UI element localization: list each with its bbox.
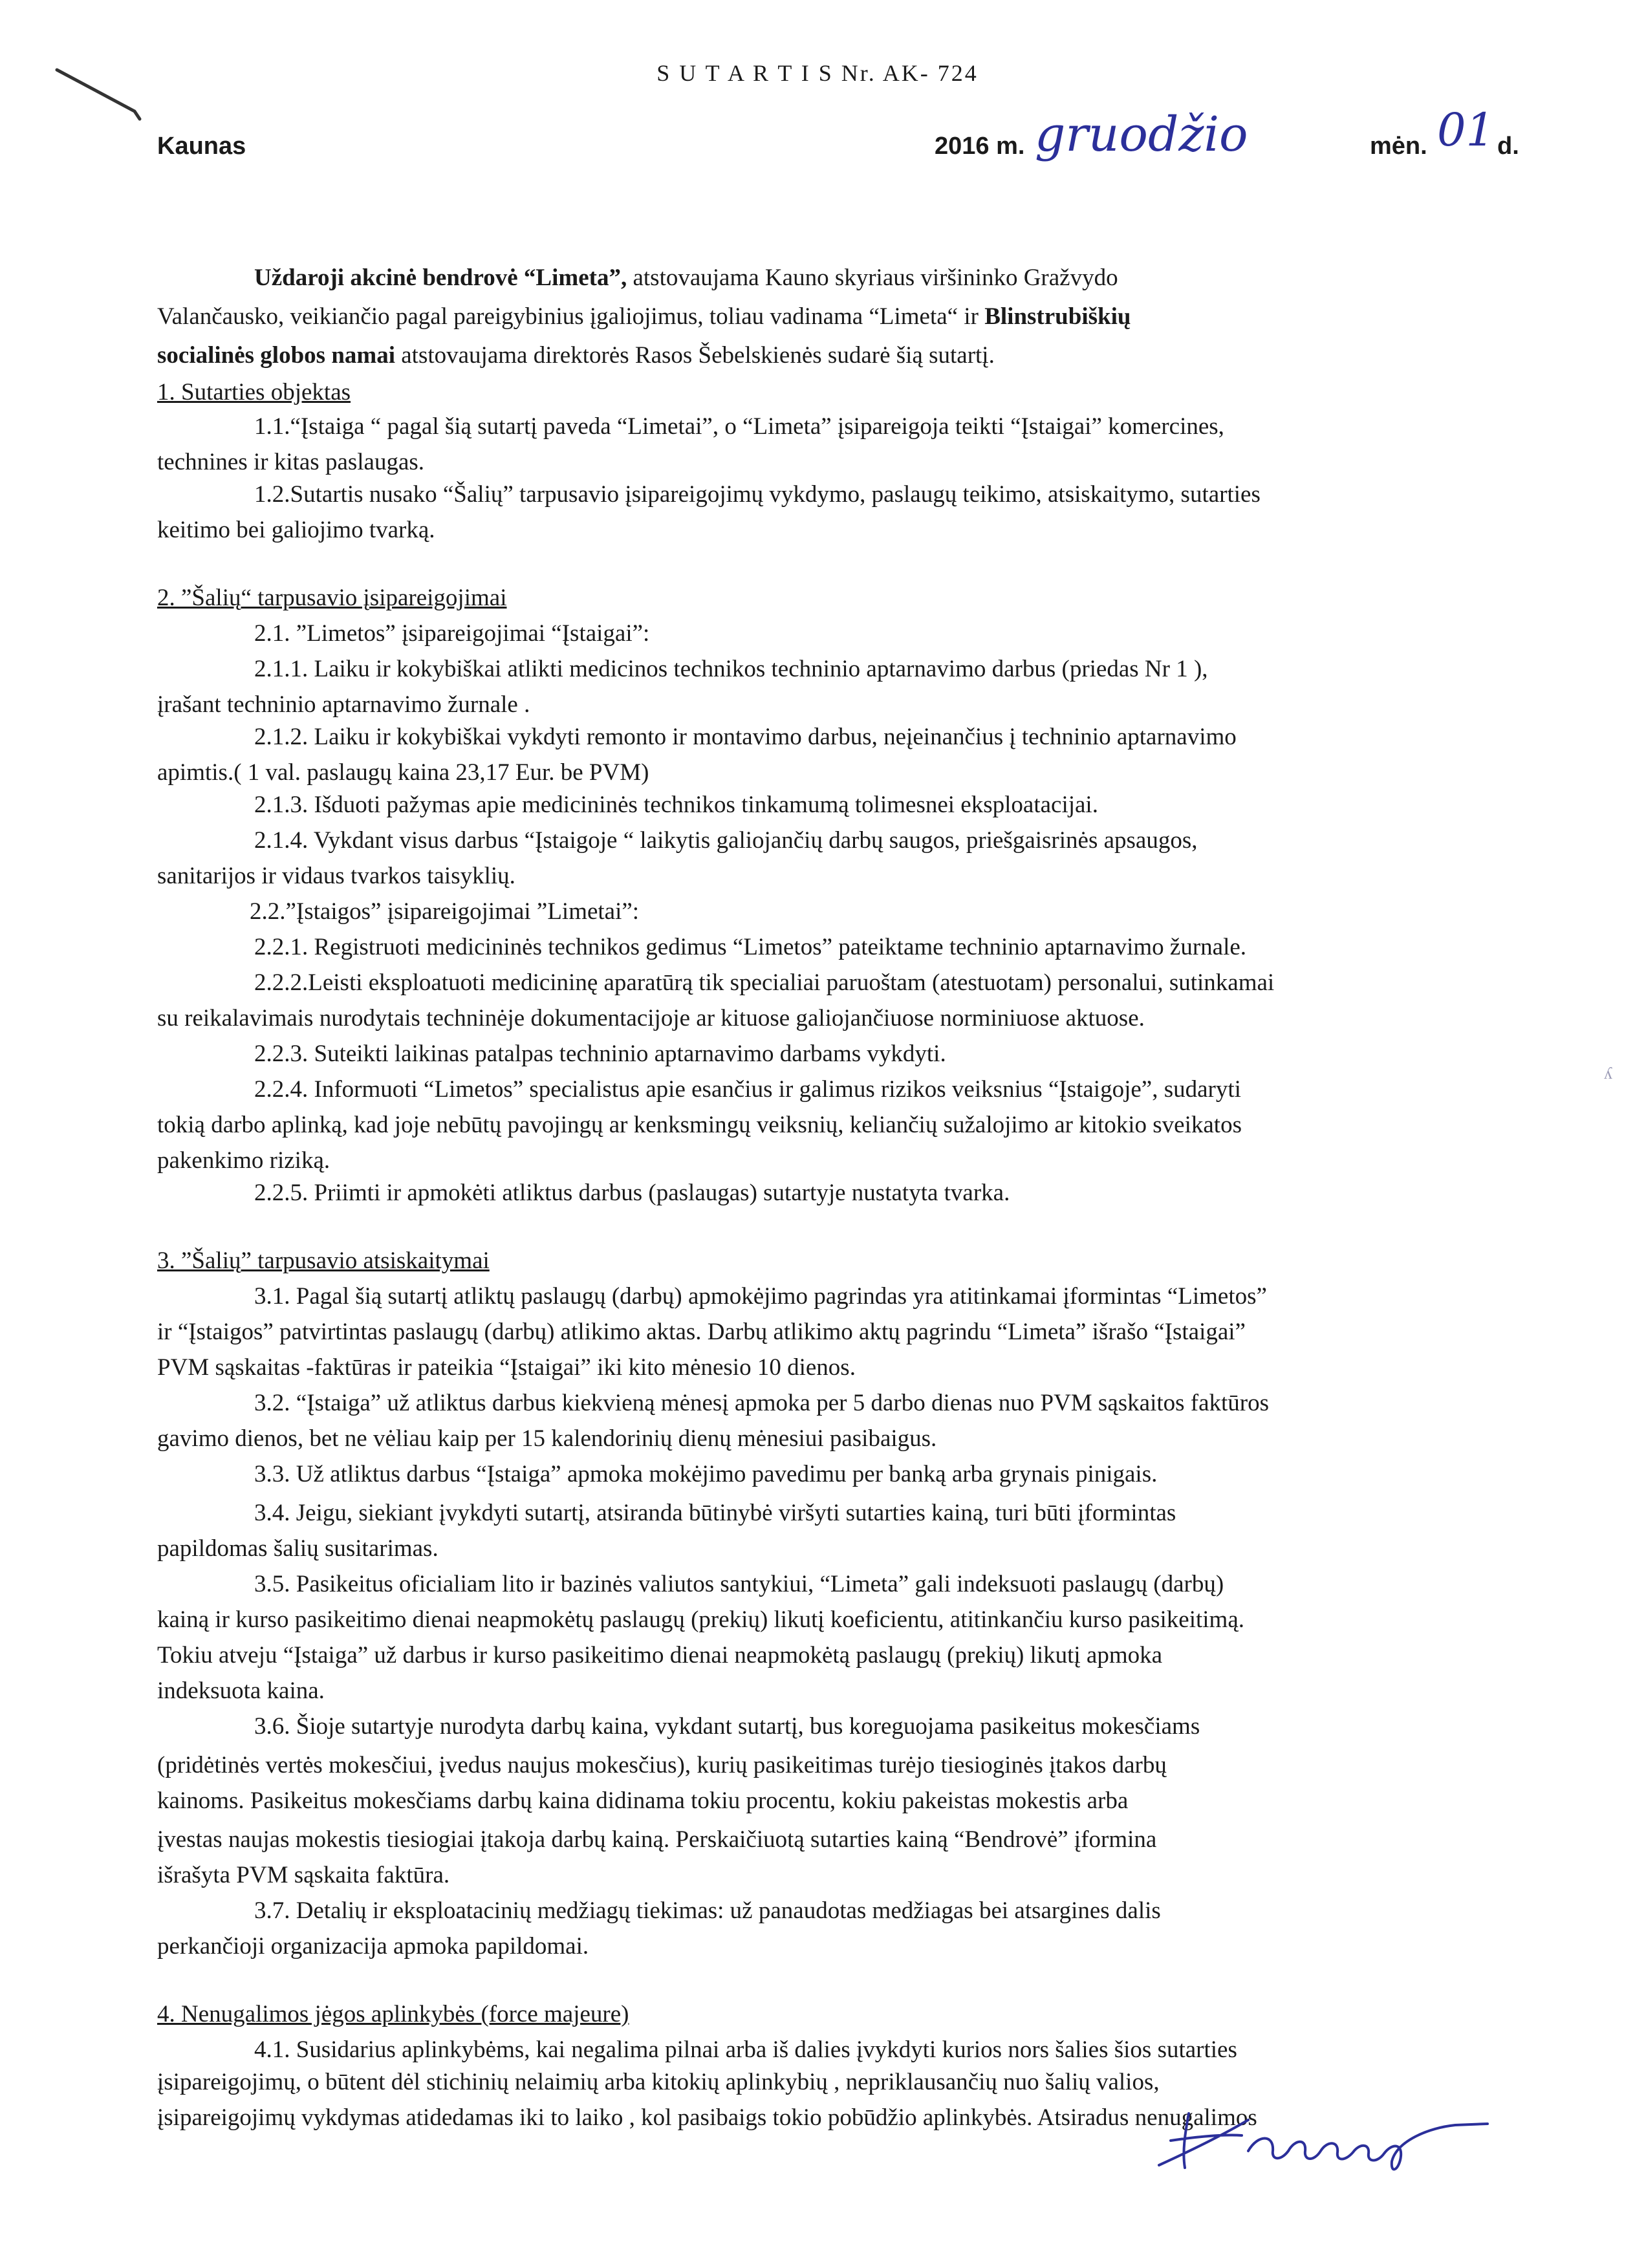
clause-line: 2.2.2.Leisti eksploatuoti medicininę aparatūrą tik specialiai paruoštam (atestuotam) personalui, sutinkamai [254,969,1275,996]
clause-line: sanitarijos ir vidaus tvarkos taisyklių. [157,863,515,889]
intro-line-3: socialinės globos namai atstovaujama direktorės Rasos Šebelskienės sudarė šią sutartį. [157,342,995,369]
clause-line: 1.1.“Įstaiga “ pagal šią sutartį paveda “Limetai”, o “Limeta” įsipareigoja teikti “Įstaigai” komercines, [254,413,1224,440]
clause-line: kainoms. Pasikeitus mokesčiams darbų kaina didinama tokiu procentu, kokiu pakeistas mokestis arba [157,1787,1129,1814]
clause-line: PVM sąskaitas -faktūras ir pateikia “Įstaigai” iki kito mėnesio 10 dienos. [157,1354,856,1381]
clause-line: 2.2.4. Informuoti “Limetos” specialistus apie esančius ir galimus rizikos veiksnius “Įstaigoje”, sudaryti [254,1076,1241,1103]
handwritten-month: gruodžio [1035,107,1248,162]
client-name-rest: socialinės globos namai [157,342,395,369]
clause-line: keitimo bei galiojimo tvarką. [157,517,435,543]
clause-line: 2.1.3. Išduoti pažymas apie medicininės technikos tinkamumą tolimesnei eksploatacijai. [254,792,1098,818]
clause-line: 3.5. Pasikeitus oficialiam lito ir bazinės valiutos santykiui, “Limeta” gali indeksuoti paslaugų (darbų) [254,1571,1224,1597]
contract-title: S U T A R T I S Nr. AK- 724 [656,60,979,86]
clause-line: išrašyta PVM sąskaita faktūra. [157,1862,450,1888]
clause-line: perkančioji organizacija apmoka papildomai. [157,1933,589,1960]
intro-line-2: Valančausko, veikiančio pagal pareigybinius įgaliojimus, toliau vadinama “Limeta“ ir Blinstrubiškių [157,303,1131,330]
clause-line: 3.4. Jeigu, siekiant įvykdyti sutartį, atsiranda būtinybė viršyti sutarties kainą, turi būti įformintas [254,1500,1176,1526]
clause-line: technines ir kitas paslaugas. [157,449,425,475]
clause-line: ir “Įstaigos” patvirtintas paslaugų (darbų) atlikimo aktas. Darbų atlikimo aktų pagrindu “Limeta” išrašo “Įstaigai” [157,1319,1246,1345]
clause-line: įsipareigojimų, o būtent dėl stichinių nelaimių arba kitokių aplinkybių , nepriklausančių nuo šalių valios, [157,2069,1160,2095]
clause-line: 2.2.3. Suteikti laikinas patalpas techninio aptarnavimo darbams vykdyti. [254,1041,946,1067]
section-heading: 1. Sutarties objektas [157,379,351,405]
clause-line: apimtis.( 1 val. paslaugų kaina 23,17 Eur. be PVM) [157,759,649,786]
clause-line: 3.7. Detalių ir eksploatacinių medžiagų tiekimas: už panaudotas medžiagas bei atsargines dalis [254,1897,1161,1924]
clause-line: (pridėtinės vertės mokesčiui, įvedus naujus mokesčius), kurių pasikeitimas turėjo tiesioginės įtakos darbų [157,1752,1167,1778]
clause-line: indeksuota kaina. [157,1678,325,1704]
clause-line: 1.2.Sutartis nusako “Šalių” tarpusavio įsipareigojimų vykdymo, paslaugų teikimo, atsiskaitymo, sutarties [254,481,1261,508]
clause-line: 3.3. Už atliktus darbus “Įstaiga” apmoka mokėjimo pavedimu per banką arba grynais pinigais. [254,1461,1158,1487]
clause-line: kainą ir kurso pasikeitimo dienai neapmokėtų paslaugų (prekių) likutį koeficientu, atitinkančiu kurso pasikeitimą. [157,1606,1245,1633]
clause-line: 3.6. Šioje sutartyje nurodyta darbų kaina, vykdant sutartį, bus koreguojama pasikeitus mokesčiams [254,1713,1200,1740]
clause-line: įvestas naujas mokestis tiesiogiai įtakoja darbų kainą. Perskaičiuotą sutarties kainą “Bendrovė” įformina [157,1826,1157,1853]
clause-line: 2.1.2. Laiku ir kokybiškai vykdyti remonto ir montavimo darbus, neįeinančius į techninio aptarnavimo [254,724,1237,750]
section-heading: 2. ”Šalių“ tarpusavio įsipareigojimai [157,585,507,611]
client-name-part: Blinstrubiškių [984,303,1131,330]
contract-place: Kaunas [157,133,246,160]
clause-line: Tokiu atveju “Įstaiga” už darbus ir kurso pasikeitimo dienai neapmokėtą paslaugų (prekių) likutį apmoka [157,1642,1163,1669]
day-label: d. [1497,133,1519,160]
clause-line: 2.2.1. Registruoti medicininės technikos gedimus “Limetos” pateiktame techninio aptarnavimo žurnale. [254,934,1247,960]
clause-line: įrašant techninio aptarnavimo žurnale . [157,691,530,718]
clause-line: pakenkimo riziką. [157,1147,330,1174]
margin-mark: ʎ [1604,1064,1612,1083]
month-label: mėn. [1370,133,1427,160]
clause-line: įsipareigojimų vykdymas atidedamas iki to laiko , kol pasibaigs tokio pobūdžio aplinkybės. Atsiradus nenugalimos [157,2104,1257,2131]
clause-line: 3.2. “Įstaiga” už atliktus darbus kiekvieną mėnesį apmoka per 5 darbo dienas nuo PVM sąskaitos faktūros [254,1390,1270,1416]
clause-line: su reikalavimais nurodytais techninėje dokumentacijoje ar kituose galiojančiuose norminiuose aktuose. [157,1005,1145,1031]
clause-line: 3.1. Pagal šią sutartį atliktų paslaugų (darbų) apmokėjimo pagrindas yra atitinkamai įformintas “Limetos” [254,1283,1267,1310]
intro-line-1: Uždaroji akcinė bendrovė “Limeta”, atstovaujama Kauno skyriaus viršininko Gražvydo [254,265,1118,291]
clause-line: tokią darbo aplinką, kad joje nebūtų pavojingų ar kenksmingų veiksnių, keliančių sužalojimo ar kitokio sveikatos [157,1112,1242,1138]
contract-year: 2016 m. [935,133,1025,160]
clause-line: 2.1.1. Laiku ir kokybiškai atlikti medicinos technikos techninio aptarnavimo darbus (priedas Nr 1 ), [254,656,1208,682]
clause-line: 4.1. Susidarius aplinkybėms, kai negalima pilnai arba iš dalies įvykdyti kurios nors šalies šios sutarties [254,2036,1237,2063]
company-name: Uždaroji akcinė bendrovė “Limeta”, [254,265,627,291]
clause-line: 2.1.4. Vykdant visus darbus “Įstaigoje “ laikytis galiojančių darbų saugos, priešgaisrinės apsaugos, [254,827,1198,854]
section-heading: 4. Nenugalimos jėgos aplinkybės (force majeure) [157,2001,629,2027]
clause-line: 2.2.5. Priimti ir apmokėti atliktus darbus (paslaugas) sutartyje nustatyta tvarka. [254,1180,1010,1206]
clause-line: 2.2.”Įstaigos” įsipareigojimai ”Limetai”: [250,898,640,925]
section-heading: 3. ”Šalių” tarpusavio atsiskaitymai [157,1247,490,1274]
clause-line: gavimo dienos, bet ne vėliau kaip per 15 kalendorinių dienų mėnesiui pasibaigus. [157,1425,937,1452]
clause-line: papildomas šalių susitarimas. [157,1535,439,1562]
signature-image [1151,2089,1500,2179]
handwritten-day: 01 [1437,103,1495,157]
clause-line: 2.1. ”Limetos” įsipareigojimai “Įstaigai”: [254,620,650,647]
